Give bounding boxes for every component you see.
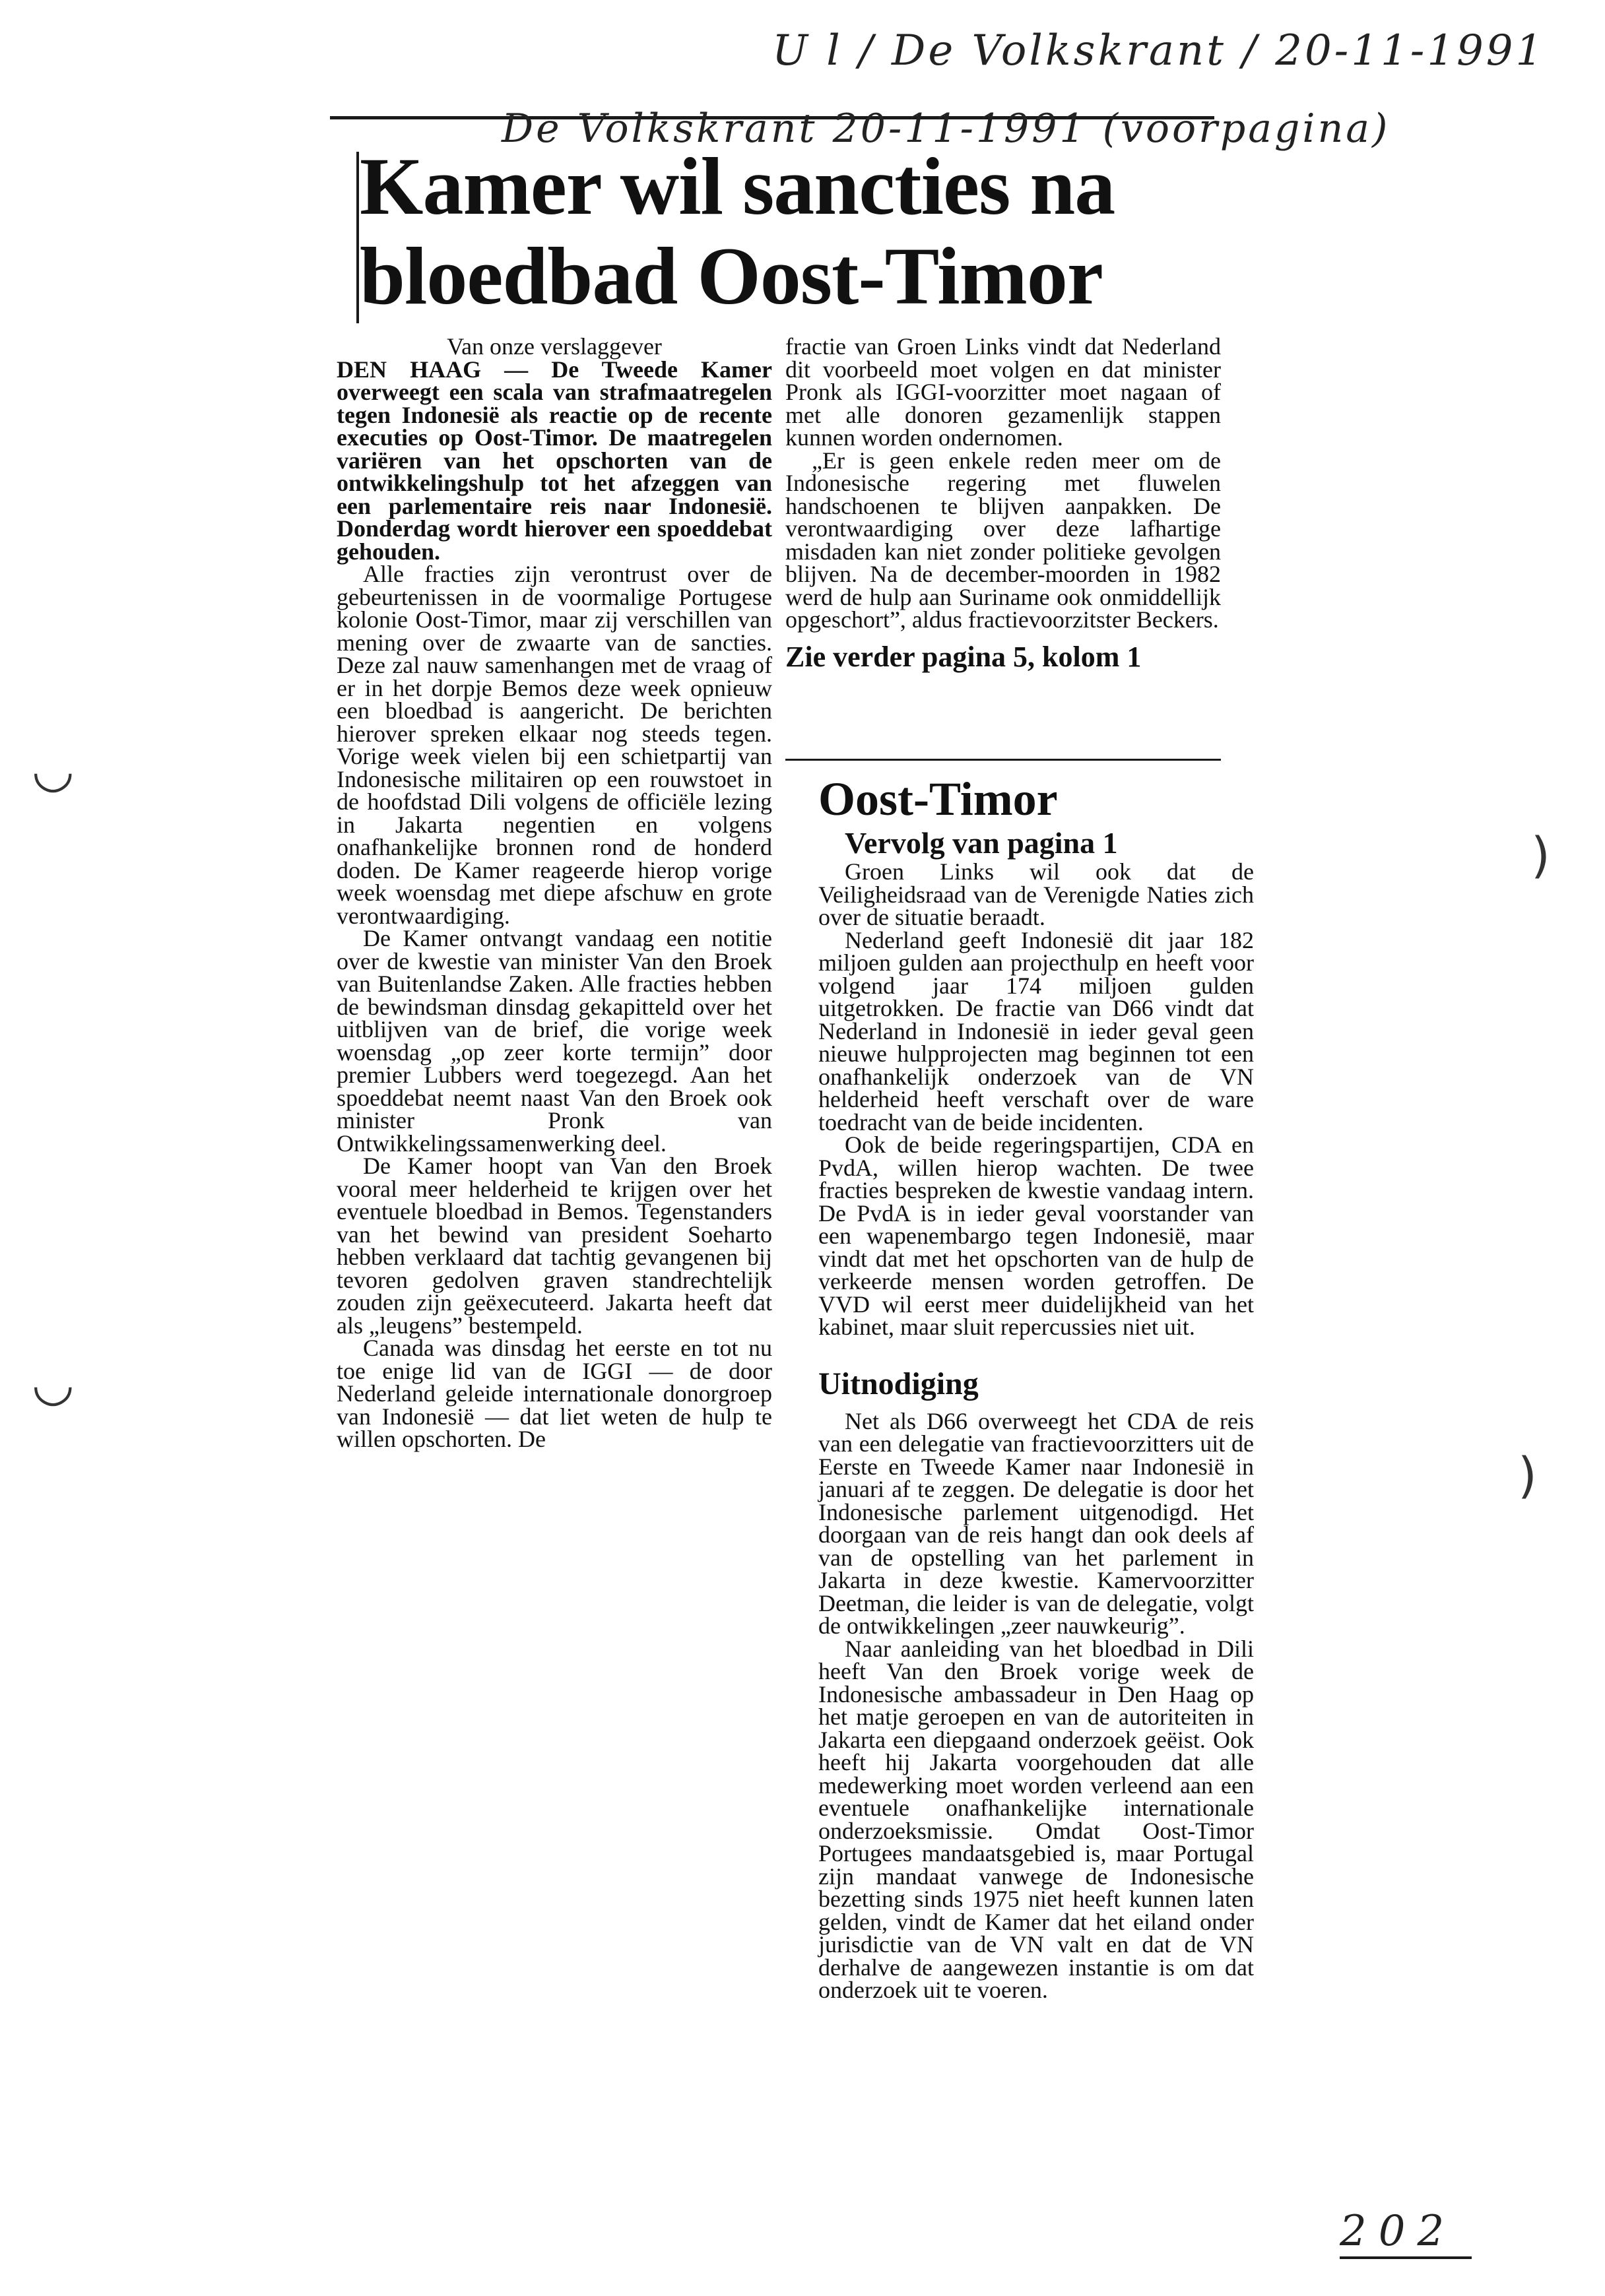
paragraph: De Kamer ontvangt vandaag een notitie over de kwestie van minister Van den Broek van Buitenlandse Zaken. Alle fracties hebben de bewindsman dinsdag gekapitteld over het uitblijven van de brief, die vorige week woensdag „op zeer korte termijn” door premier Lubbers werd toegezegd. Aan het spoeddebat neemt naast Van den Broek ook minister Pronk van Ontwikkelingssamenwerking deel. — [337, 925, 772, 1157]
continuation-column — [818, 769, 1254, 2002]
paragraph: fractie van Groen Links vindt dat Nederland dit voorbeeld moet volgen en dat minister Pronk als IGGI-voorzitter moet nagaan of met alle donoren gezamenlijk stappen kunnen worden ondernomen. — [785, 333, 1221, 451]
paragraph: Ook de beide regeringspartijen, CDA en PvdA, willen hierop wachten. De twee fracties bespreken de kwestie vandaag intern. De PvdA is in ieder geval voorstander van een wapenembargo tegen Indonesië, maar vindt dat met het opschorten van de hulp de verkeerde mensen worden getroffen. De VVD wil eerst meer duidelijkheid van het kabinet, maar sluit repercussies niet uit. — [818, 1132, 1254, 1340]
continuation-title: Oost-Timor — [818, 773, 1058, 825]
continuation-kicker: Vervolg van pagina 1 — [845, 826, 1118, 860]
lead-text: De Tweede Kamer overweegt een scala van strafmaatregelen tegen Indonesië als reactie op de recente executies op Oost-Timor. De maatregelen variëren van het opschorten van de ontwikkelingshulp tot het afzeggen van een parlementaire reis naar Indonesië. Donderdag wordt hierover een spoeddebat gehouden. — [337, 356, 772, 565]
article-headline: Kamer wil sancties na bloedbad Oost-Timor — [360, 141, 1115, 321]
paragraph: Canada was dinsdag het eerste en tot nu toe enige lid van de IGGI — de door Nederland geleide internationale donorgroep van Indonesië — dat liet weten de hulp te willen opschorten. De — [337, 1335, 772, 1452]
byline: Van onze verslaggever — [447, 333, 662, 360]
page-number-underline — [1340, 2256, 1472, 2259]
handwritten-date-note: De Volkskrant 20-11-1991 (voorpagina) — [502, 106, 1391, 152]
paragraph: Naar aanleiding van het bloedbad in Dili heeft Van den Broek vorige week de Indonesische ambassadeur in Den Haag op het matje geroepen en van de autoriteiten in Jakarta een diepgaand onderzoek geëist. Ook heeft hij Jakarta voorgehouden dat alle medewerking moet worden verleend aan een eventuele onafhankelijke internationale onderzoeksmissie. Omdat Oost-Timor Portugees mandaatsgebied is, maar Portugal zijn mandaat vanwege de Indonesische bezetting sinds 1975 niet heeft kunnen laten gelden, vindt de Kamer dat het eiland onder jurisdictie van de VN valt en dat de VN derhalve de aangewezen instantie is om dat onderzoek uit te voeren. — [818, 1635, 1254, 2003]
paragraph: Net als D66 overweegt het CDA de reis van een delegatie van fractievoorzitters uit de Eerste en Tweede Kamer naar Indonesië in januari af te zeggen. De delegatie is door het Indonesische parlement uitgenodigd. Het doorgaan van de reis hangt dan ook deels af van de opstelling van het parlement in Jakarta in deze kwestie. Kamervoorzitter Deetman, die leider is van de delegatie, volgt de ontwikkelingen „zeer nauwkeurig”. — [818, 1407, 1254, 1639]
paragraph: Groen Links wil ook dat de Veiligheidsraad van de Verenigde Naties zich over de situatie beraadt. — [818, 858, 1254, 930]
punch-hole-mark: ) — [1518, 1448, 1537, 1504]
see-more-reference: Zie verder pagina 5, kolom 1 — [785, 640, 1142, 673]
handwritten-source-note: U l / De Volkskrant / 20-11-1991 — [772, 26, 1546, 75]
article-column-right — [785, 333, 1221, 673]
dateline: DEN HAAG — — [337, 356, 529, 383]
paragraph: De Kamer hoopt van Van den Broek vooral meer helderheid te krijgen over het eventuele bloedbad in Bemos. Tegenstanders van het bewind van president Soeharto hebben verklaard dat tachtig gevangenen bij tevoren gedolven graven standrechtelijk zouden zijn geëxecuteerd. Jakarta heeft dat als „leugens” bestempeld. — [337, 1153, 772, 1339]
continuation-rule — [785, 759, 1221, 761]
paragraph: „Er is geen enkele reden meer om de Indonesische regering met fluwelen handschoenen te blijven aanpakken. De verontwaardiging over deze lafhartige misdaden kan niet zonder politieke gevolgen blijven. Na de december-moorden in 1982 werd de hulp aan Suriname ook onmiddellijk opgeschort”, aldus fractievoorzitster Beckers. — [785, 447, 1221, 633]
handwritten-page-number: 202 — [1340, 2207, 1457, 2256]
paragraph: Nederland geeft Indonesië dit jaar 182 miljoen gulden aan projecthulp en heeft voor volgend jaar 174 miljoen gulden uitgetrokken. De fractie van D66 vindt dat Nederland in Indonesië in ieder geval geen nieuwe hulpprojecten mag beginnen tot een onafhankelijk onderzoek van de VN helderheid heeft verschaft over de ware toedracht van de beide incidenten. — [818, 926, 1254, 1135]
article-column-left — [337, 335, 772, 1451]
punch-hole-mark: ) — [1531, 827, 1550, 884]
punch-hole-mark: ◡ — [32, 1355, 75, 1412]
paragraph: Alle fracties zijn verontrust over de gebeurtenissen in de voormalige Portugese kolonie Oost-Timor, maar zij verschillen van mening over de zwaarte van de sancties. Deze zal nauw samenhangen met de vraag of er in het dorpje Bemos deze week opnieuw een bloedbad is aangericht. De berichten hierover spreken elkaar nog steeds tegen. Vorige week vielen bij een schietpartij van Indonesische militairen op een rouwstoet in de hoofdstad Dili volgens de officiële lezing in Jakarta negentien en volgens onafhankelijke bronnen rond de honderd doden. De Kamer reageerde hierop vorige week woensdag met diepe afschuw en grote verontwaardiging. — [337, 561, 772, 929]
punch-hole-mark: ◡ — [32, 742, 75, 798]
headline-left-rule — [356, 152, 359, 323]
lead-paragraph — [337, 358, 772, 563]
subheading: Uitnodiging — [818, 1366, 979, 1401]
